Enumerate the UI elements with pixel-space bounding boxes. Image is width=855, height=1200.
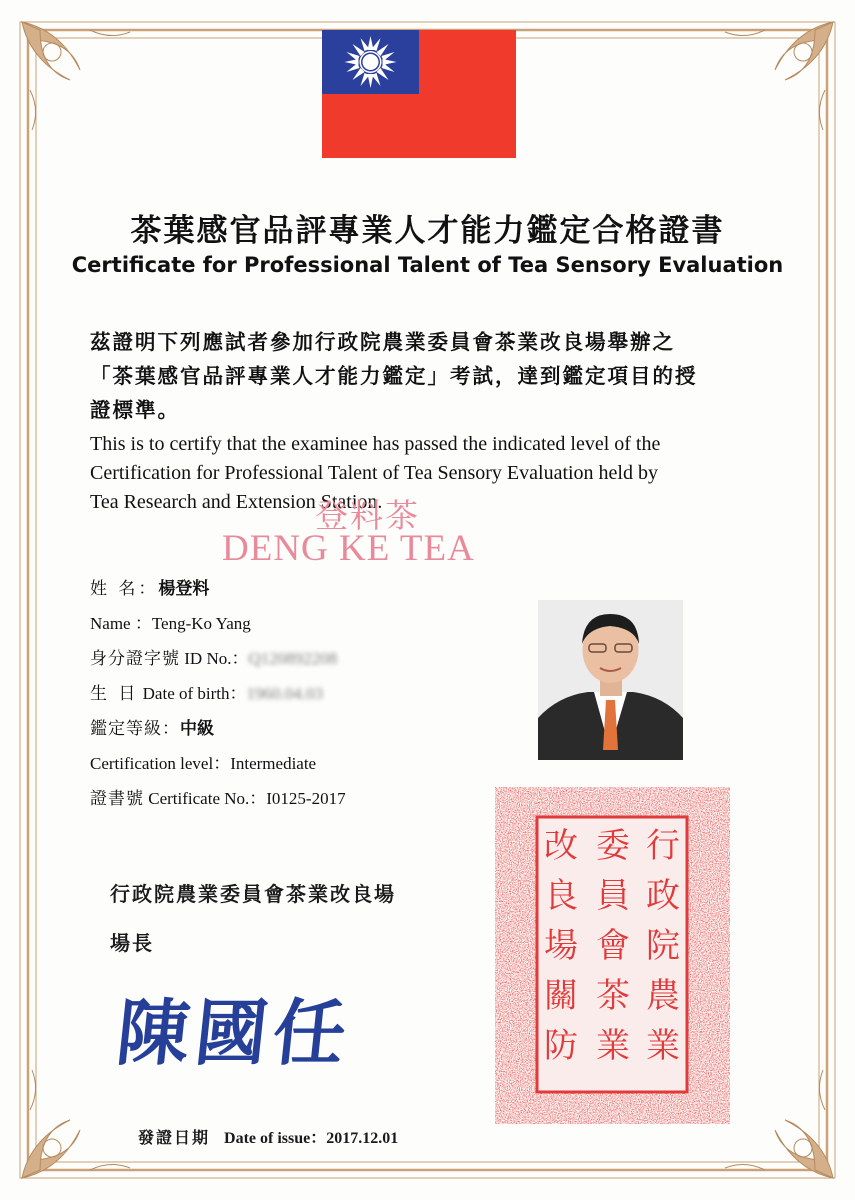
certification-statement-english — [90, 430, 790, 517]
name-en-label: Name ： — [90, 614, 152, 633]
name-english-row — [90, 609, 251, 634]
dob-label-en: Date of birth： — [138, 684, 247, 703]
seal-glyph: 關 — [544, 976, 578, 1016]
seal-glyph: 會 — [596, 926, 630, 966]
dob-label-zh: 生 日 — [90, 684, 139, 704]
issue-date-value: 2017.12.01 — [326, 1130, 399, 1147]
name-zh-value: 楊登料 — [158, 579, 210, 599]
statement-en-line: Tea Research and Extension Station. — [90, 491, 383, 513]
issue-label-en: Date of issue： — [224, 1130, 327, 1147]
issuer-title: 場長 — [110, 931, 154, 955]
issue-label-zh: 發證日期 — [138, 1128, 211, 1147]
statement-zh-line: 證標準。 — [90, 398, 180, 422]
cert-label-zh: 證書號 — [90, 789, 144, 809]
seal-glyph: 茶 — [596, 976, 630, 1016]
seal-glyph: 行 — [646, 826, 680, 866]
seal-glyph: 政 — [646, 876, 680, 916]
id-label-en: ID No.： — [180, 649, 249, 668]
seal-glyph: 改 — [544, 826, 578, 866]
cert-label-en: Certificate No.： — [144, 789, 267, 808]
seal-glyph: 員 — [596, 876, 630, 916]
title-english: Certificate for Professional Talent of Tea Sensory Evaluation — [71, 253, 784, 277]
statement-en-line: Certification for Professional Talent of Tea Sensory Evaluation held by — [90, 462, 658, 484]
seal-glyph: 業 — [596, 1026, 630, 1066]
certificate-number-row — [90, 784, 346, 809]
cert-value: I0125-2017 — [266, 789, 346, 808]
date-of-birth-row — [90, 679, 323, 704]
title-chinese: 茶葉感官品評專業人才能力鑑定合格證書 — [130, 213, 725, 249]
director-signature: 陳國任 — [112, 990, 356, 1075]
name-zh-label: 姓 名： — [90, 579, 159, 599]
watermark-english: DENG KE TEA — [222, 528, 475, 569]
seal-glyph: 場 — [544, 926, 578, 966]
issuing-organization: 行政院農業委員會茶業改良場 — [110, 882, 396, 906]
id-number-row — [90, 644, 337, 669]
certification-statement-chinese — [90, 325, 780, 427]
level-en-value: Intermediate — [230, 754, 317, 773]
level-en-label: Certification level： — [90, 754, 231, 773]
name-chinese-row — [90, 574, 209, 599]
seal-glyph: 委 — [596, 826, 630, 866]
id-value: Q120892208 — [248, 649, 338, 668]
watermark-chinese: 登料茶 — [315, 496, 420, 535]
taiwan-flag-icon — [322, 30, 516, 158]
level-english-row — [90, 749, 316, 774]
level-zh-label: 鑑定等級： — [90, 719, 180, 739]
id-label-zh: 身分證字號 — [90, 649, 180, 669]
dob-value: 1960.04.03 — [246, 684, 324, 703]
name-en-value: Teng-Ko Yang — [151, 614, 251, 633]
seal-glyph: 良 — [544, 876, 578, 916]
statement-zh-line: 茲證明下列應試者參加行政院農業委員會茶業改良場舉辦之 — [90, 330, 675, 354]
statement-zh-line: 「茶葉感官品評專業人才能力鑑定」考試，達到鑑定項目的授 — [90, 364, 698, 388]
issue-date-row — [138, 1125, 398, 1148]
official-seal — [495, 787, 730, 1124]
seal-glyph: 防 — [544, 1026, 578, 1066]
seal-glyph: 農 — [646, 976, 680, 1016]
examinee-photo — [538, 600, 683, 760]
seal-glyph: 院 — [646, 926, 680, 966]
level-zh-value: 中級 — [180, 719, 214, 739]
statement-en-line: This is to certify that the examinee has passed the indicated level of the — [90, 433, 661, 455]
level-chinese-row — [90, 714, 214, 739]
seal-glyph: 業 — [646, 1026, 680, 1066]
